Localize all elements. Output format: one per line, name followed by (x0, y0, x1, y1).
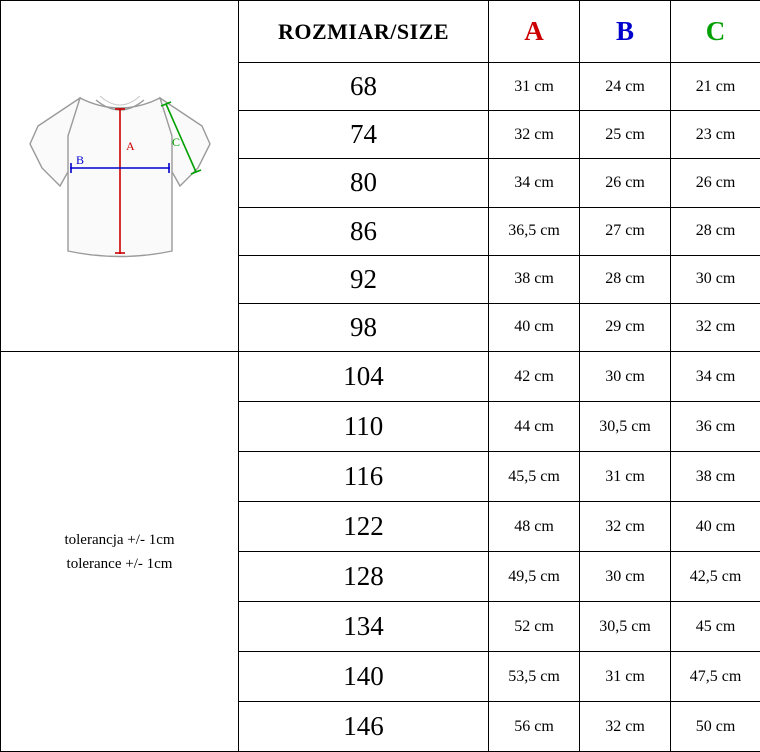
cell-a: 53,5 cm (489, 652, 580, 702)
diagram-label-c: C (172, 135, 180, 149)
cell-size: 122 (239, 502, 489, 552)
cell-size: 134 (239, 602, 489, 652)
cell-c: 45 cm (671, 602, 760, 652)
cell-b: 31 cm (580, 652, 671, 702)
cell-b: 25 cm (580, 111, 671, 159)
cell-size: 68 (239, 63, 489, 111)
table-header-row (1, 1, 760, 63)
cell-a: 40 cm (489, 303, 580, 351)
cell-size: 146 (239, 702, 489, 752)
cell-size: 92 (239, 255, 489, 303)
diagram-label-a: A (126, 139, 135, 153)
cell-a: 48 cm (489, 502, 580, 552)
diagram-label-b: B (76, 153, 84, 167)
cell-a: 36,5 cm (489, 207, 580, 255)
cell-a: 34 cm (489, 159, 580, 207)
cell-size: 98 (239, 303, 489, 351)
cell-b: 27 cm (580, 207, 671, 255)
cell-b: 30,5 cm (580, 602, 671, 652)
cell-size: 140 (239, 652, 489, 702)
cell-a: 38 cm (489, 255, 580, 303)
cell-size: 74 (239, 111, 489, 159)
cell-b: 28 cm (580, 255, 671, 303)
cell-b: 32 cm (580, 702, 671, 752)
cell-a: 49,5 cm (489, 552, 580, 602)
cell-c: 40 cm (671, 502, 760, 552)
cell-c: 47,5 cm (671, 652, 760, 702)
garment-diagram-cell (1, 1, 239, 352)
cell-size: 80 (239, 159, 489, 207)
tolerance-note (1, 528, 238, 576)
header-a: A (489, 1, 580, 63)
cell-c: 34 cm (671, 352, 760, 402)
cell-a: 56 cm (489, 702, 580, 752)
tolerance-line-en: tolerance +/- 1cm (1, 552, 238, 576)
cell-a: 42 cm (489, 352, 580, 402)
cell-a: 44 cm (489, 402, 580, 452)
header-c: C (671, 1, 760, 63)
cell-c: 30 cm (671, 255, 760, 303)
cell-size: 110 (239, 402, 489, 452)
cell-b: 26 cm (580, 159, 671, 207)
shirt-illustration (20, 76, 220, 276)
tolerance-cell (1, 352, 239, 752)
cell-b: 30 cm (580, 552, 671, 602)
cell-size: 104 (239, 352, 489, 402)
cell-size: 116 (239, 452, 489, 502)
cell-b: 32 cm (580, 502, 671, 552)
cell-c: 21 cm (671, 63, 760, 111)
cell-size: 128 (239, 552, 489, 602)
cell-a: 52 cm (489, 602, 580, 652)
header-b: B (580, 1, 671, 63)
cell-a: 32 cm (489, 111, 580, 159)
cell-c: 26 cm (671, 159, 760, 207)
cell-size: 86 (239, 207, 489, 255)
header-size: ROZMIAR/SIZE (239, 1, 489, 63)
cell-b: 30,5 cm (580, 402, 671, 452)
cell-c: 42,5 cm (671, 552, 760, 602)
cell-c: 50 cm (671, 702, 760, 752)
cell-c: 36 cm (671, 402, 760, 452)
cell-a: 45,5 cm (489, 452, 580, 502)
cell-c: 23 cm (671, 111, 760, 159)
table-row (1, 352, 760, 402)
cell-c: 38 cm (671, 452, 760, 502)
cell-c: 32 cm (671, 303, 760, 351)
cell-b: 29 cm (580, 303, 671, 351)
cell-b: 31 cm (580, 452, 671, 502)
tolerance-line-pl: tolerancja +/- 1cm (1, 528, 238, 552)
garment-diagram (1, 1, 239, 351)
cell-c: 28 cm (671, 207, 760, 255)
cell-b: 30 cm (580, 352, 671, 402)
cell-a: 31 cm (489, 63, 580, 111)
cell-b: 24 cm (580, 63, 671, 111)
